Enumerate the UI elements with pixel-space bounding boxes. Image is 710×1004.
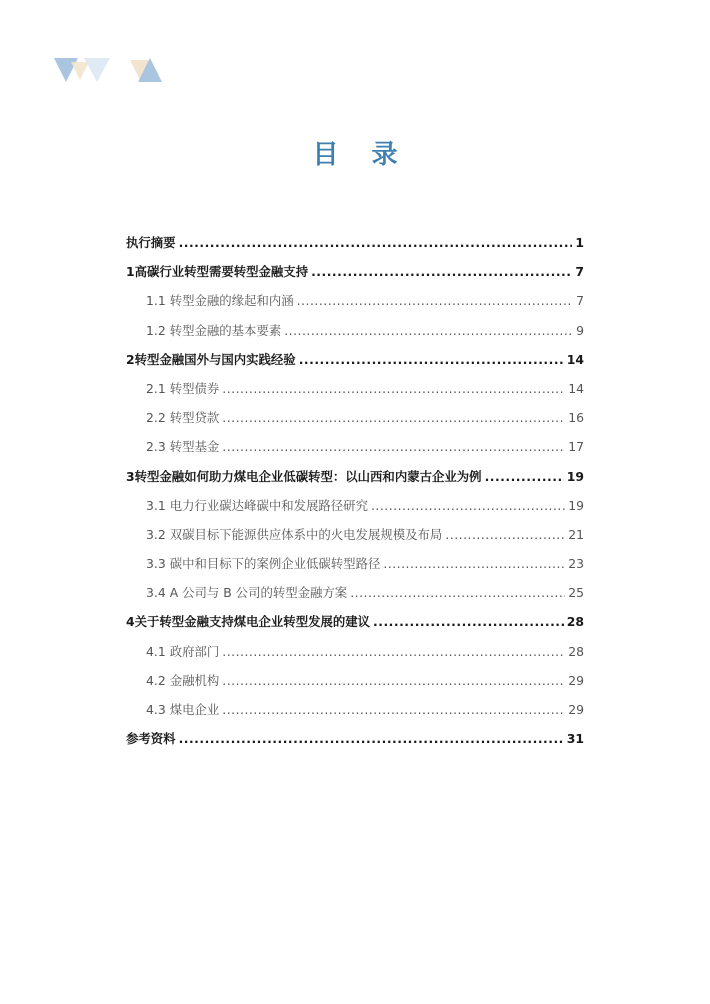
toc-entry[interactable] [126, 379, 584, 408]
toc-entry[interactable] [126, 467, 584, 496]
toc-entry-number: 3.2 [146, 526, 166, 542]
toc-entry-label: 转型金融的基本要素 [169, 322, 282, 338]
toc-entry-page: 16 [568, 410, 584, 426]
toc-entry-page: 25 [568, 585, 584, 601]
toc-entry-label: 转型债券 [169, 380, 220, 396]
toc-dot-leader [311, 264, 572, 279]
toc-entry-number: 1.1 [146, 293, 166, 309]
toc-entry[interactable] [126, 642, 584, 671]
toc-entry[interactable] [126, 262, 584, 291]
toc-entry-page: 31 [566, 731, 584, 747]
toc-entry-label: 转型贷款 [169, 410, 220, 426]
toc-dot-leader [297, 293, 573, 308]
toc-entry-number: 2.1 [146, 380, 166, 396]
logo-triangle-light-1 [84, 58, 110, 82]
toc-entry-number: 1 [126, 264, 135, 280]
brand-logo-icon [54, 58, 176, 84]
toc-entry-number: 3.4 [146, 585, 166, 601]
toc-entry[interactable] [126, 496, 584, 525]
toc-entry-page: 28 [566, 614, 584, 630]
toc-entry[interactable] [126, 437, 584, 466]
toc-entry-label: 政府部门 [169, 643, 220, 659]
toc-entry[interactable] [126, 729, 584, 758]
toc-entry[interactable] [126, 583, 584, 612]
toc-dot-leader [222, 644, 565, 659]
toc-entry[interactable] [126, 700, 584, 729]
toc-entry-label: 煤电企业 [169, 702, 220, 717]
toc-entry-label: 转型基金 [169, 439, 220, 455]
toc-dot-leader [179, 235, 573, 250]
toc-dot-leader [383, 556, 565, 571]
toc-entry-label: 转型金融如何助力煤电企业低碳转型：以山西和内蒙古企业为例 [134, 468, 482, 484]
toc-entry-label: 执行摘要 [126, 235, 176, 250]
toc-entry[interactable] [126, 612, 584, 641]
toc-entry-page: 17 [568, 439, 584, 455]
toc-entry-page: 14 [568, 380, 584, 396]
toc-entry-label: 高碳行业转型需要转型金融支持 [134, 264, 309, 280]
toc-dot-leader [222, 439, 565, 454]
toc-entry-label: 双碳目标下能源供应体系中的火电发展规模及布局 [169, 526, 443, 542]
table-of-contents [126, 233, 584, 758]
toc-entry-number: 2.2 [146, 410, 166, 426]
toc-dot-leader [445, 527, 565, 542]
toc-dot-leader [373, 614, 564, 629]
toc-dot-leader [222, 673, 565, 688]
toc-entry-label: 参考资料 [126, 731, 176, 747]
toc-dot-leader [299, 352, 564, 367]
toc-entry-number: 3.1 [146, 497, 166, 513]
toc-entry-label: A 公司与 B 公司的转型金融方案 [169, 585, 348, 601]
toc-entry-number: 2.3 [146, 439, 166, 455]
toc-entry[interactable] [126, 525, 584, 554]
toc-entry-page: 29 [568, 702, 584, 717]
toc-entry-page: 9 [576, 322, 584, 338]
toc-entry-label: 转型金融的缘起和内涵 [169, 293, 294, 309]
toc-dot-leader [371, 498, 565, 513]
toc-entry[interactable] [126, 350, 584, 379]
toc-entry-page: 19 [568, 497, 584, 513]
toc-entry-label: 金融机构 [169, 672, 220, 688]
toc-entry[interactable] [126, 291, 584, 320]
toc-entry[interactable] [126, 671, 584, 700]
toc-entry[interactable] [126, 321, 584, 350]
toc-entry-label: 转型金融国外与国内实践经验 [134, 351, 296, 367]
toc-dot-leader [179, 731, 564, 746]
toc-entry-label: 碳中和目标下的案例企业低碳转型路径 [169, 556, 381, 572]
toc-entry-page: 29 [568, 672, 584, 688]
toc-entry-number: 4.3 [146, 702, 166, 717]
toc-entry-page: 21 [568, 526, 584, 542]
toc-entry[interactable] [126, 554, 584, 583]
toc-entry-number: 4.1 [146, 643, 166, 659]
toc-entry-page: 7 [575, 264, 584, 280]
toc-dot-leader [222, 410, 565, 425]
toc-entry-number: 3 [126, 468, 135, 484]
toc-dot-leader [222, 381, 565, 396]
toc-entry-page: 7 [576, 293, 584, 309]
toc-entry[interactable] [126, 233, 584, 262]
toc-entry-page: 28 [568, 643, 584, 659]
toc-entry-page: 14 [566, 351, 584, 367]
toc-dot-leader [222, 702, 565, 717]
toc-entry-page: 1 [575, 235, 584, 250]
toc-entry[interactable] [126, 408, 584, 437]
toc-entry-number: 3.3 [146, 556, 166, 572]
toc-entry-page: 19 [566, 468, 584, 484]
toc-entry-page: 23 [568, 556, 584, 572]
toc-entry-number: 2 [126, 351, 135, 367]
toc-entry-number: 1.2 [146, 322, 166, 338]
toc-dot-leader [485, 469, 564, 484]
toc-entry-label: 电力行业碳达峰碳中和发展路径研究 [169, 497, 368, 513]
logo-triangle-blue-1 [54, 58, 78, 82]
toc-entry-number: 4 [126, 614, 135, 630]
logo-triangle-beige-1 [71, 62, 89, 80]
toc-dot-leader [350, 585, 565, 600]
page-title: 目 录 [312, 140, 410, 170]
toc-entry-number: 4.2 [146, 672, 166, 688]
toc-entry-label: 关于转型金融支持煤电企业转型发展的建议 [134, 614, 371, 630]
toc-dot-leader [284, 323, 573, 338]
